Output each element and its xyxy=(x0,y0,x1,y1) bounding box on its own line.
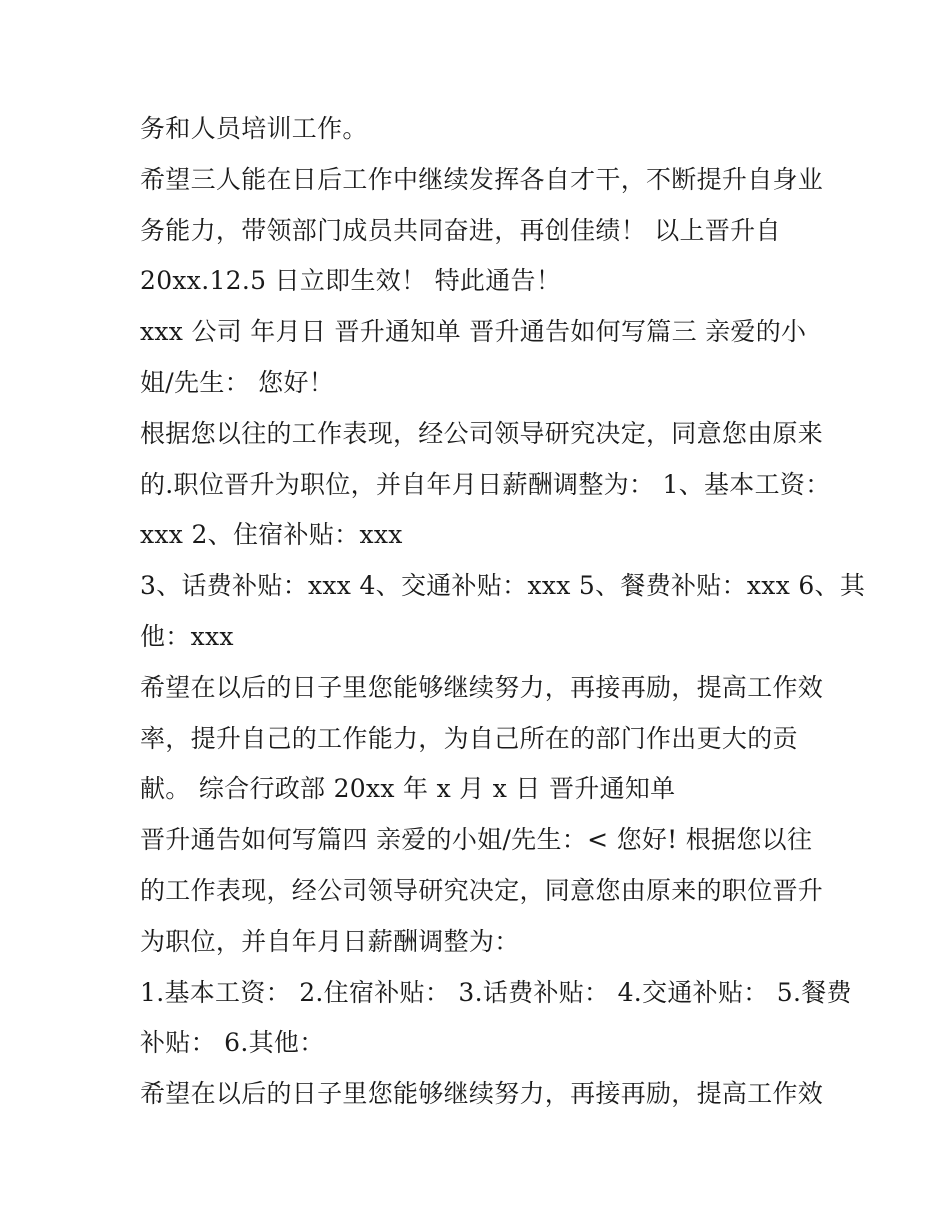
text-line: xxx 2、住宿补贴：xxx xyxy=(140,520,403,550)
text-line: 的.职位晋升为职位，并自年月日薪酬调整为： 1、基本工资： xyxy=(140,469,831,499)
text-line: 为职位，并自年月日薪酬调整为： xyxy=(140,926,520,956)
text-line: 希望在以后的日子里您能够继续努力，再接再励，提高工作效 xyxy=(140,1079,824,1109)
document-body xyxy=(140,104,866,1120)
text-line: 晋升通告如何写篇四 亲爱的小姐/先生：< 您好! 根据您以往 xyxy=(140,825,813,855)
text-line: 务能力，带领部门成员共同奋进，再创佳绩！ 以上晋升自 xyxy=(140,215,781,245)
text-line: 的工作表现，经公司领导研究决定，同意您由原来的职位晋升 xyxy=(140,875,824,905)
text-line: 姐/先生： 您好！ xyxy=(140,367,335,397)
text-line: 1.基本工资： 2.住宿补贴： 3.话费补贴： 4.交通补贴： 5.餐费 xyxy=(140,977,852,1007)
text-line: 根据您以往的工作表现，经公司领导研究决定，同意您由原来 xyxy=(140,418,824,448)
text-line: 20xx.12.5 日立即生效！ 特此通告！ xyxy=(140,266,562,296)
text-line: 希望三人能在日后工作中继续发挥各自才干，不断提升自身业 xyxy=(140,164,824,194)
text-line: 他：xxx xyxy=(140,621,234,651)
text-line: 3、话费补贴：xxx 4、交通补贴：xxx 5、餐费补贴：xxx 6、其 xyxy=(140,571,866,601)
text-line: 务和人员培训工作。 xyxy=(140,114,368,143)
text-line: 希望在以后的日子里您能够继续努力，再接再励，提高工作效 xyxy=(140,672,824,702)
text-line: xxx 公司 年月日 晋升通知单 晋升通告如何写篇三 亲爱的小 xyxy=(140,317,807,347)
text-line: 率，提升自己的工作能力，为自己所在的部门作出更大的贡 xyxy=(140,723,798,753)
text-line: 献。 综合行政部 20xx 年 x 月 x 日 晋升通知单 xyxy=(140,774,676,804)
text-line: 补贴： 6.其他： xyxy=(140,1028,325,1058)
